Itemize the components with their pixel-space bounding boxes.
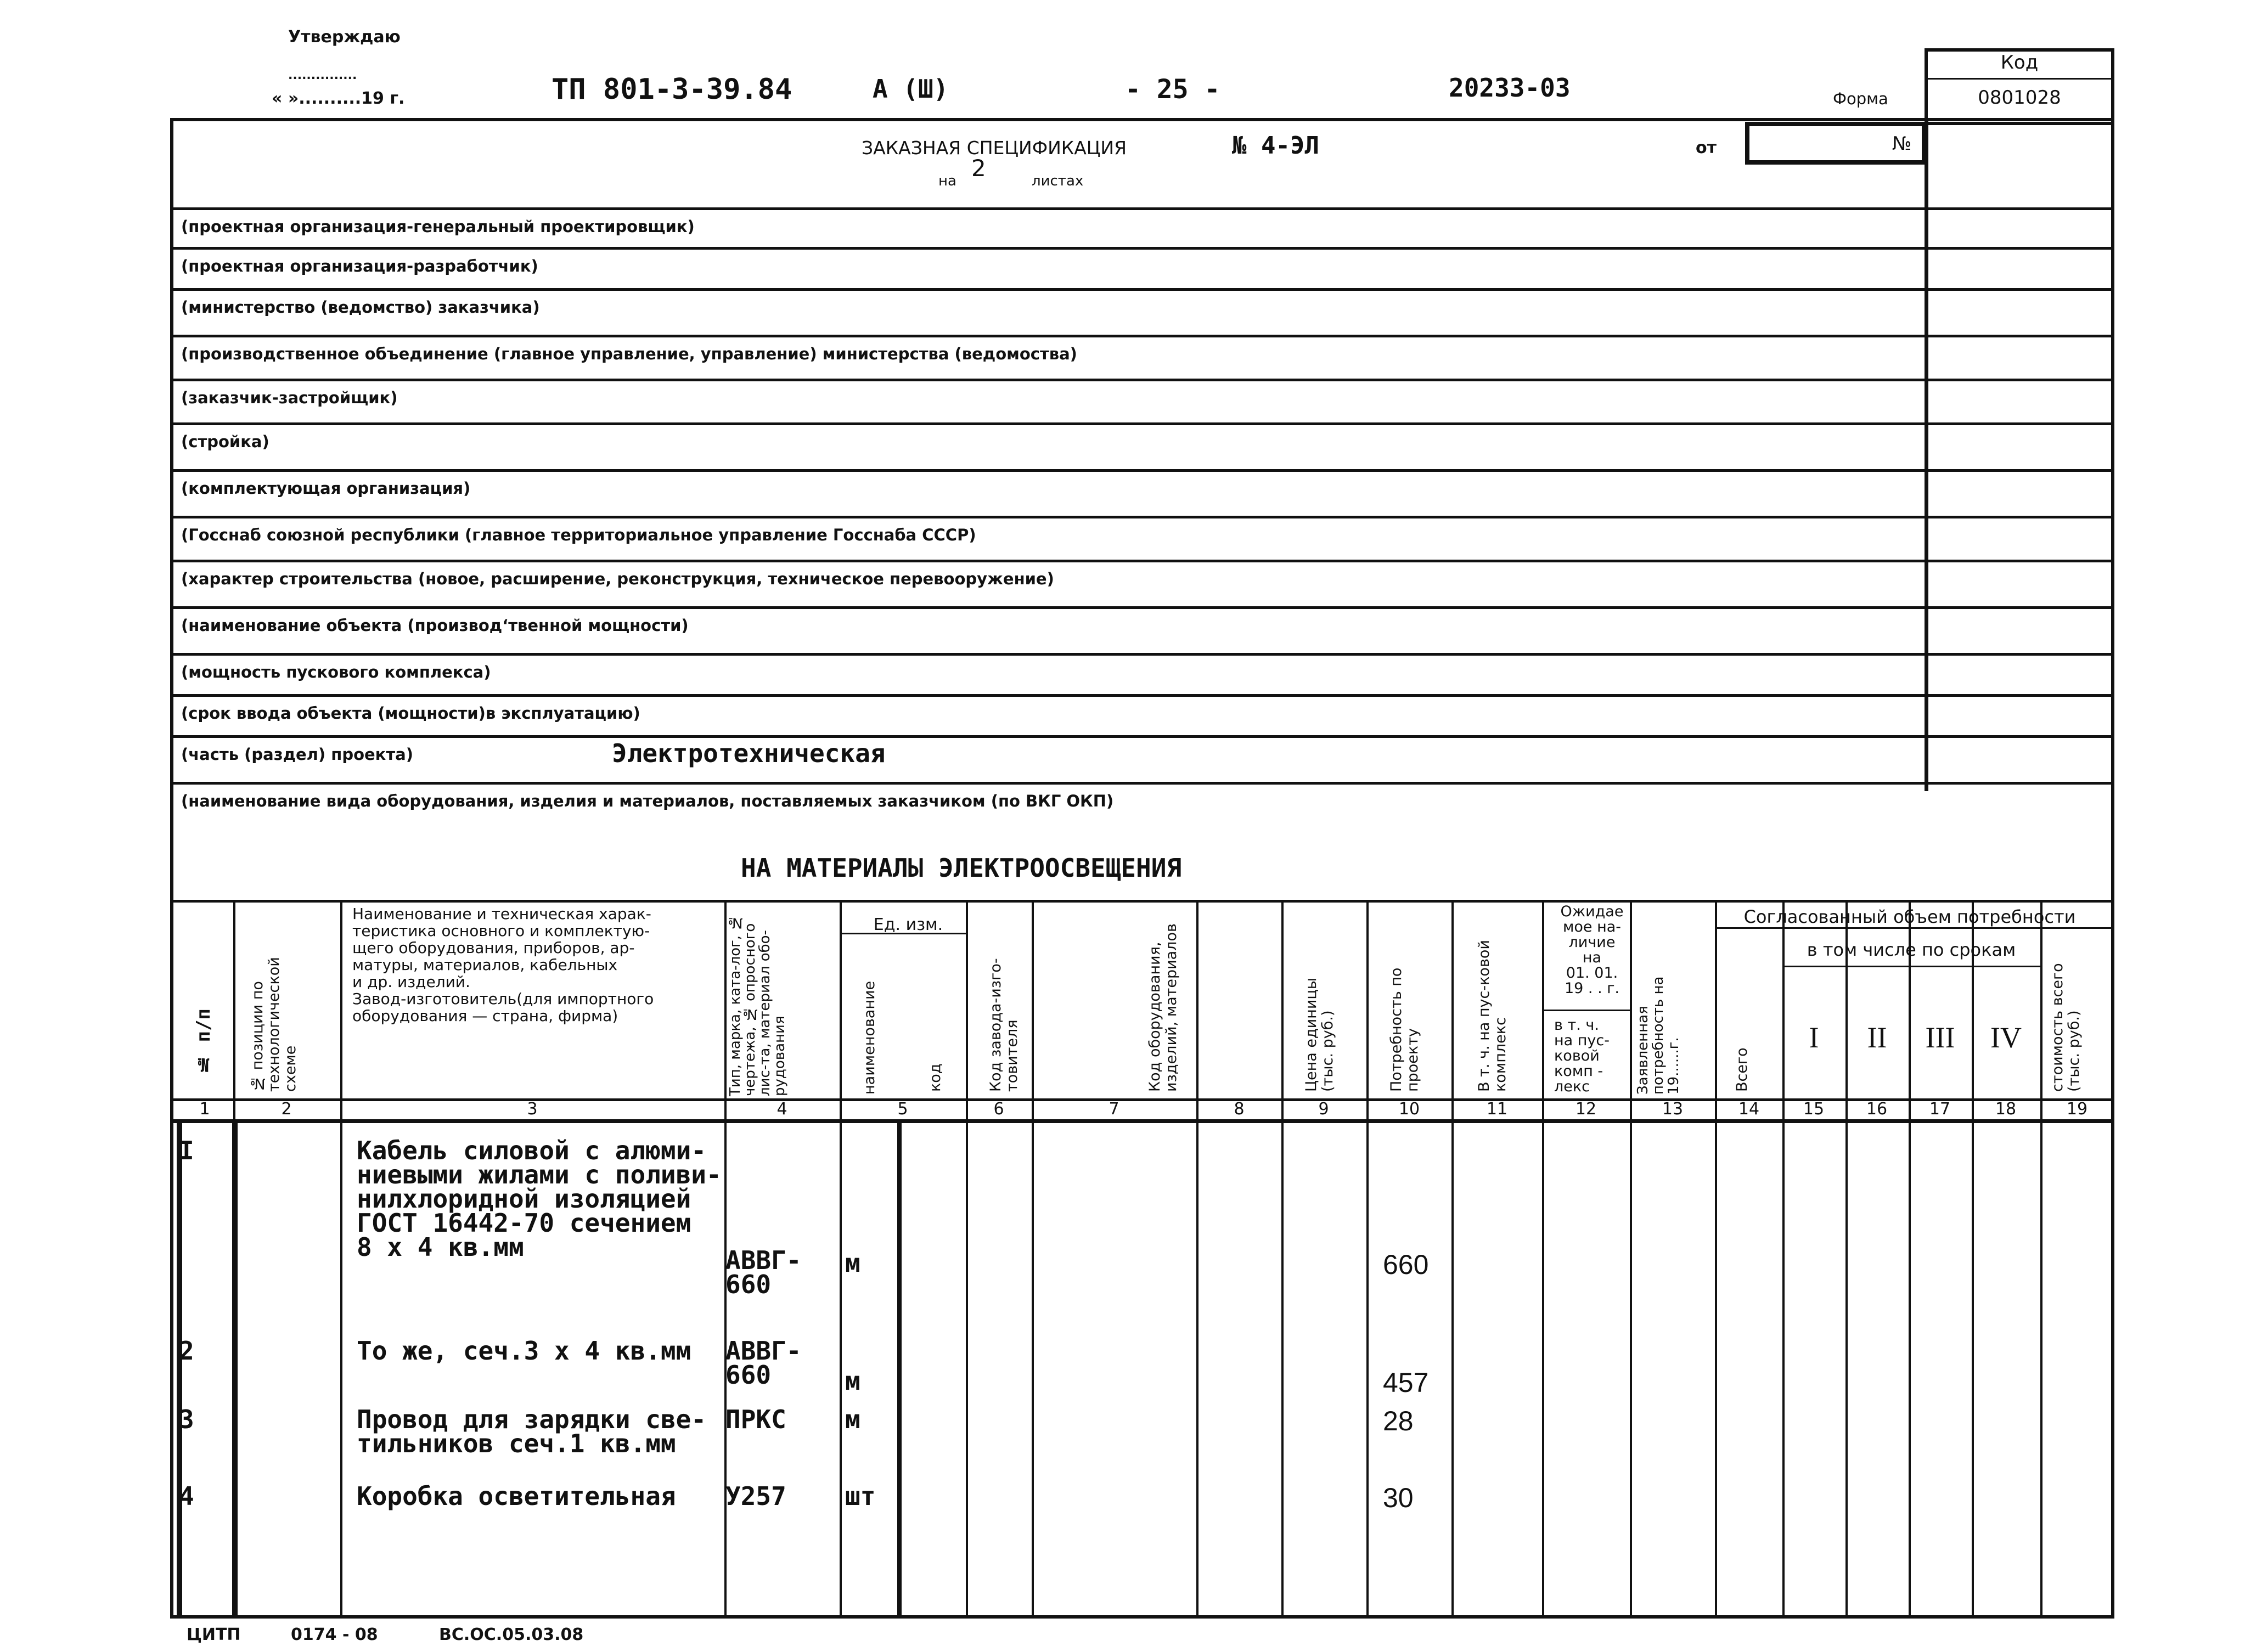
sheets-value: 2: [971, 155, 986, 182]
row-type-line: У257: [725, 1481, 786, 1511]
column-number: 19: [2066, 1100, 2088, 1119]
kod-label: Код: [2000, 52, 2039, 74]
col12-top-line: личие: [1568, 934, 1616, 951]
row-type: [725, 1336, 802, 1390]
table-column-line: [966, 900, 968, 1619]
row-unit: м: [845, 1248, 860, 1278]
number-label: №: [1892, 133, 1912, 155]
table-column-line: [1630, 900, 1632, 1619]
column-number: 9: [1318, 1100, 1329, 1119]
row-number: 4: [179, 1481, 194, 1511]
table-column-line: [1281, 900, 1284, 1619]
agreed-group-header: Согласованный объем потребности: [1743, 906, 2076, 927]
col3-header-line: оборудования — страна, фирма): [352, 1007, 618, 1025]
field-label: (наименование вида оборудования, изделия и материалов, поставляемых заказчиком (по ВКГ ОКП): [181, 792, 1114, 810]
approve-date: « »..........19 г.: [272, 89, 405, 108]
col4-header: Тип, марка, ката-лог, № чертежа, № опросного лис-та, материал обо-рудования: [727, 914, 788, 1096]
table-column-line: [1972, 900, 1974, 1619]
field-row-divider: [170, 469, 2114, 472]
col8-header: Код оборудования, изделий, материалов: [1146, 923, 1180, 1092]
col12-bottom-line: комп -: [1554, 1063, 1603, 1080]
field-row-divider: [170, 735, 2114, 738]
column-number: 15: [1803, 1100, 1825, 1119]
spec-title: ЗАКАЗНАЯ СПЕЦИФИКАЦИЯ: [862, 137, 1127, 159]
row-unit: м: [845, 1405, 860, 1434]
col12-divider: [1542, 1010, 1630, 1011]
row-type-line: АВВГ-: [725, 1245, 802, 1275]
footer-order: 0174 - 08: [291, 1625, 378, 1644]
table-column-line: [340, 900, 342, 1619]
column-number: 3: [527, 1100, 538, 1119]
col3-header-line: щего оборудования, приборов, ар-: [352, 939, 635, 957]
col3-header-line: Завод-изготовитель(для импортного: [352, 990, 654, 1008]
field-row-divider: [170, 653, 2114, 656]
column-number: 17: [1929, 1100, 1951, 1119]
field-label: (производственное объединение (главное управление, управление) министерства (ведомоства): [181, 345, 1077, 363]
sheets-suffix: листах: [1032, 173, 1084, 189]
table-column-line: [1782, 900, 1785, 1619]
col6-header: код: [927, 1063, 944, 1092]
row-quantity: 457: [1383, 1367, 1429, 1398]
field-row-divider: [170, 560, 2114, 562]
field-row-divider: [170, 422, 2114, 425]
col5-header: наименование: [861, 980, 878, 1095]
approve-dots: ...............: [288, 69, 357, 82]
row-type: [725, 1405, 786, 1434]
column-number: 4: [776, 1100, 787, 1119]
table-top: [170, 900, 2114, 903]
row-name-line: Провод для зарядки све-: [357, 1405, 706, 1434]
field-label: (часть (раздел) проекта): [181, 745, 413, 764]
col18-header: IV: [1990, 1021, 2022, 1054]
row-number: 3: [179, 1405, 194, 1434]
col1-header: № п/п: [193, 1008, 215, 1075]
table-column-line: [840, 900, 842, 1619]
col17-header: III: [1925, 1021, 1955, 1054]
kod-divider: [1925, 78, 2114, 80]
field-row-divider: [170, 606, 2114, 609]
col10-header: Потребность по проекту: [1388, 967, 1421, 1092]
title-row-bottom: [170, 207, 2114, 210]
field-row-divider: [170, 288, 2114, 291]
col19-header: стоимость всего (тыс. руб.): [2049, 963, 2083, 1092]
col3-header-line: и др. изделий.: [352, 973, 470, 991]
table-column-line: [1366, 900, 1369, 1619]
row-quantity: 660: [1383, 1249, 1429, 1280]
column-number: 2: [281, 1100, 292, 1119]
field-label: (срок ввода объекта (мощности)в эксплуатацию): [181, 704, 640, 723]
col15-header: I: [1809, 1021, 1819, 1054]
col11-header: В т. ч. на пус-ковой комплекс: [1476, 940, 1509, 1092]
col3-header: [352, 905, 725, 1024]
row-type: [725, 1245, 802, 1299]
field-label: (мощность пускового комплекса): [181, 663, 491, 681]
agreed-group-divider: [1715, 927, 2114, 929]
table-column-line: [232, 1119, 238, 1619]
row-name-line: ниевыми жилами с поливи-: [357, 1160, 722, 1189]
col12-header-top: [1551, 904, 1633, 996]
field-label: (проектная организация-генеральный проектировщик): [181, 217, 695, 236]
column-number: 13: [1662, 1100, 1684, 1119]
row-name-line: нилхлоридной изоляцией: [357, 1184, 691, 1214]
section-title: НА МАТЕРИАЛЫ ЭЛЕКТРООСВЕЩЕНИЯ: [741, 853, 1182, 883]
column-number: 11: [1486, 1100, 1508, 1119]
row-quantity: 28: [1383, 1406, 1414, 1436]
col12-top-line: 01. 01.: [1566, 965, 1618, 982]
field-label: (Госснаб союзной республики (главное территориальное управление Госснаба СССР): [181, 526, 976, 544]
column-number: 18: [1995, 1100, 2017, 1119]
col3-header-line: теристика основного и комплектую-: [352, 922, 650, 940]
kod-value: 0801028: [1978, 87, 2061, 109]
row-number: 2: [179, 1336, 194, 1366]
col12-top-line: на: [1582, 949, 1602, 966]
table-column-line: [1451, 900, 1454, 1619]
row-type-line: АВВГ-: [725, 1336, 802, 1366]
col9-header: Цена единицы (тыс. руб.): [1303, 977, 1336, 1092]
colnum-row-bottom: [170, 1119, 2114, 1123]
field-label: (стройка): [181, 432, 269, 451]
row-name: [357, 1336, 691, 1366]
col12-header-bottom: [1554, 1018, 1636, 1095]
row-name-line: То же, сеч.3 х 4 кв.мм: [357, 1336, 691, 1366]
table-column-line: [897, 1119, 902, 1619]
col3-header-line: Наименование и техническая харак-: [352, 905, 651, 923]
table-column-line: [1542, 900, 1544, 1619]
row-quantity: 30: [1383, 1482, 1414, 1513]
col12-bottom-line: ковой: [1554, 1047, 1600, 1064]
table-column-line: [1845, 900, 1848, 1619]
field-row-divider: [170, 516, 2114, 518]
page-number: - 25 -: [1125, 74, 1220, 105]
footer-org: ЦИТП: [187, 1625, 241, 1644]
form-label: Форма: [1833, 89, 1888, 108]
col7-header: Код завода-изго-товителя: [987, 958, 1021, 1092]
row-name: [357, 1481, 676, 1511]
date-from-label: от: [1696, 138, 1717, 157]
field-label: (заказчик-застройщик): [181, 388, 398, 407]
col12-bottom-line: в т. ч.: [1554, 1017, 1599, 1034]
sheets-prefix: на: [938, 173, 956, 189]
col16-header: II: [1867, 1021, 1887, 1054]
table-column-line: [177, 1119, 182, 1619]
incl-group-header: в том числе по срокам: [1807, 939, 2016, 960]
field-row-divider: [170, 782, 2114, 785]
row-type: [725, 1481, 786, 1511]
row-name-line: Кабель силовой с алюми-: [357, 1136, 706, 1165]
unit-group-header: Ед. изм.: [873, 915, 943, 934]
project-code: ТП 801-3-39.84: [552, 73, 792, 106]
col12-top-line: мое на-: [1562, 918, 1622, 935]
footer-series: ВС.ОС.05.03.08: [439, 1625, 584, 1644]
row-unit: м: [845, 1366, 860, 1396]
col12-bottom-line: на пус-: [1554, 1032, 1610, 1049]
field-label: (министерство (ведомство) заказчика): [181, 298, 540, 317]
table-column-line: [1909, 900, 1911, 1619]
field-label: (комплектующая организация): [181, 479, 471, 498]
table-column-line: [2040, 900, 2042, 1619]
field-label: (наименование объекта (производ‘твенной мощности): [181, 616, 689, 635]
column-number: 1: [199, 1100, 210, 1119]
column-number: 8: [1234, 1100, 1245, 1119]
column-number: 5: [897, 1100, 908, 1119]
row-name-line: 8 х 4 кв.мм: [357, 1232, 524, 1262]
field-row-divider: [170, 247, 2114, 250]
field-label: (характер строительства (новое, расширение, реконструкция, техническое перевооружение): [181, 570, 1054, 588]
col12-top-line: Ожидае: [1560, 903, 1624, 920]
album-number: А (Ш): [873, 74, 949, 104]
column-number: 7: [1109, 1100, 1119, 1119]
field-value[interactable]: Электротехническая: [612, 738, 886, 768]
field-label: (проектная организация-разработчик): [181, 257, 538, 275]
field-row-divider: [170, 694, 2114, 697]
row-name-line: Коробка осветительная: [357, 1481, 676, 1511]
approve-label: Утверждаю: [288, 27, 401, 47]
row-type-line: 660: [725, 1270, 772, 1299]
row-name-line: ГОСТ 16442-70 сечением: [357, 1208, 691, 1238]
column-number: 10: [1398, 1100, 1420, 1119]
code-column-divider: [1925, 118, 1928, 791]
row-number: I: [179, 1136, 194, 1165]
row-name-line: тильников сеч.1 кв.мм: [357, 1429, 676, 1458]
row-type-line: 660: [725, 1360, 772, 1390]
field-row-divider: [170, 335, 2114, 337]
incl-group-divider: [1782, 966, 2040, 967]
column-number: 16: [1866, 1100, 1888, 1119]
col2-header: № позиции по технологической схеме: [249, 957, 299, 1092]
column-number: 14: [1738, 1100, 1760, 1119]
row-type-line: ПРКС: [725, 1405, 786, 1434]
row-name: [357, 1407, 706, 1456]
column-number: 6: [993, 1100, 1004, 1119]
column-number: 12: [1575, 1100, 1597, 1119]
col3-header-line: матуры, материалов, кабельных: [352, 956, 618, 974]
row-unit: шт: [845, 1481, 876, 1511]
row-name: [357, 1136, 722, 1262]
col14-header: Всего: [1734, 1047, 1751, 1092]
doc-number: 20233-03: [1449, 73, 1571, 103]
col12-bottom-line: лекс: [1554, 1078, 1590, 1095]
col12-top-line: 19 . . г.: [1564, 980, 1620, 997]
spec-number: № 4-ЭЛ: [1232, 132, 1319, 160]
field-row-divider: [170, 379, 2114, 381]
table-column-line: [1715, 900, 1717, 1619]
col13-header: Заявленная потребность на 19......г.: [1635, 976, 1682, 1095]
